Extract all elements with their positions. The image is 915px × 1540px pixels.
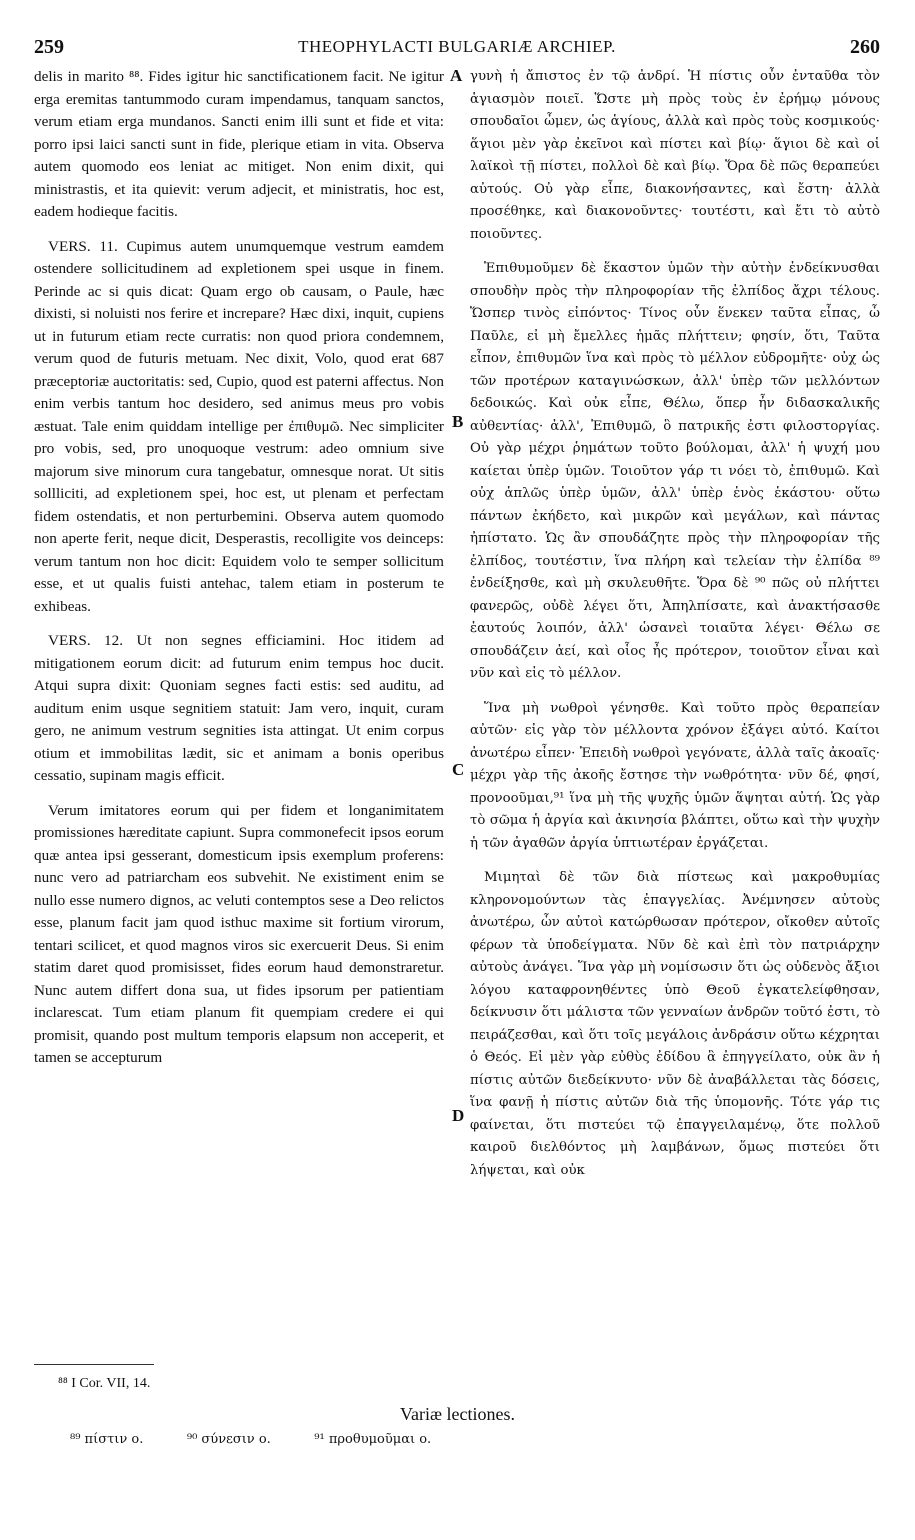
greek-paragraph-1: γυνὴ ἡ ἄπιστος ἐν τῷ ἀνδρί. Ἡ πίστις οὖν ἐνταῦθα τὸν ἁγιασμὸν ποιεῖ. Ὥστε μὴ πρὸς τοὺς ἐν ἐρήμῳ μόνους σπουδαῖοι ὦμεν, ὡς ἁγίους, ἀλλὰ καὶ πρὸς τοὺς κοσμικούς· ἅγιοι μὲν γὰρ ἐκεῖνοι καὶ πίστει καὶ βίῳ· ἅγιοι δὲ καὶ οἱ λαϊκοὶ τῇ πίστει, πολλοὶ δὲ καὶ βίῳ. Ὅρα δὲ πῶς θεραπεύει αὐτούς. Οὐ γὰρ εἶπε, διακονήσαντες, καὶ ἔστη· ἀλλὰ προσέθηκε, καὶ διακονοῦντες· τουτέστι, καὶ ἔτι τὸ αὐτὸ ποιοῦντες. <box>470 69 880 242</box>
section-marker-d: D <box>452 1106 465 1125</box>
variae-lectiones-title: Variæ lectiones. <box>400 1404 515 1424</box>
page-number-right: 260 <box>850 36 880 58</box>
greek-paragraph-3: Ἵνα μὴ νωθροὶ γένησθε. Καὶ τοῦτο πρὸς θεραπείαν αὐτῶν· εἰς γὰρ τὸν μέλλοντα χρόνον ἐξάγει αὐτό. Καίτοι ἀνωτέρω εἶπεν· Ἐπειδὴ νωθροὶ γεγόνατε, ἀλλὰ ταῖς ἀκοαῖς· μέχρι γὰρ τῆς ἀκοῆς ἔστησε τὴν νωθρότητα· νῦν δέ, φησί, προνοοῦμαι,⁹¹ ἵνα μὴ τῆς ψυχῆς ὑμῶν ἅψηται αὐτή. Ὡς γὰρ τὸ σῶμα ἡ ἀργία καὶ ἀκινησία βλάπτει, οὕτω καὶ τὴν ψυχὴν ἡ τῶν ἀγαθῶν ἀργία ὑπτιωτέραν ἐργάζεται. <box>470 700 880 851</box>
greek-paragraph-2: Ἐπιθυμοῦμεν δὲ ἕκαστον ὑμῶν τὴν αὐτὴν ἐνδείκνυσθαι σπουδὴν πρὸς τὴν πληροφορίαν τῆς ἐλπίδος ἄχρι τέλους. Ὥσπερ τινὸς εἰπόντος· Τίνος οὖν ἕνεκεν ταῦτα εἶπας, ὦ Παῦλε, εἰ μὴ ἔμελλες ἡμᾶς πλήττειν; φησίν, ὅτι, Ταῦτα εἶπον, ἐπιθυμῶν ἵνα καὶ πρὸς τὸ μέλλον εὐδρομῆτε· οὐχ ὡς τῶν προτέρων καταγινώσκων, ἀλλ' ὑπὲρ τῶν μελλόντων δεδοικώς. Καὶ οὐκ εἶπε, Θέλω, ὅπερ ἦν διδασκαλικῆς αὐθεντίας· ἀλλ', Ἐπιθυμῶ, ὃ πατρικῆς ἐστι φιλοστοργίας. Οὐ γὰρ μέχρι ῥημάτων τοῦτο βούλομαι, ἀλλ' ἡ ψυχή μου καίεται ὑπὲρ ὑμῶν. Τοιοῦτον γάρ τι νόει τὸ, ἐπιθυμῶ. Καὶ οὐχ ἁπλῶς ὑπὲρ ὑμῶν, ἀλλ' ὑπὲρ ἑνὸς ἑκάστου· οὕτω πάντων ἐκήδετο, καὶ μικρῶν καὶ μεγάλων, καὶ πάντας ἠπίστατο. Ὡς ἂν σπουδάζητε πρὸς τὴν πληροφορίαν τῆς ἐλπίδος, τουτέστιν, ἵνα πλήρη καὶ τελείαν τὴν ἐλπίδα ⁸⁹ ἐνδείξησθε, καὶ μὴ σκυλευθῆτε. Ὅρα δὲ ⁹⁰ πῶς οὐ πλήττει φανερῶς, οὐδὲ λέγει ὅτι, Ἀπηλπίσατε, καὶ ἀνακτήσασθε ἑαυτούς λοιπόν, ἀλλ' ὡσανεὶ τοιαῦτα λέγει· Θέλω σε σπουδάζειν ἀεί, καὶ οἷος ἦς πρότερον, τοιοῦτον εἶναι καὶ νῦν καὶ εἰς τὸ μέλλον. <box>470 261 880 681</box>
latin-paragraph-2: VERS. 11. Cupimus autem unumquemque vestrum eamdem ostendere sollicitudinem ad expletionem spei usque in finem. Perinde ac si quis dicat: Quam ergo ob causam, o Paule, hæc dixisti, si noluisti nos ferire et increpare? Hæc dixi, inquit, cupiens ut in futurum etiam recte curratis: non quod priora condemnem, verum quod de futuris metuam. Nec dixit, Volo, quod erat 687 præceptoriæ auctoritatis: sed, Cupio, quod est paterni affectus. Non enim verbis tantum hoc desidero, sed animus meus pro vobis æstuat. Tale enim quiddam intellige per ἐπιθυμῶ. Nec simpliciter pro vobis, sed, pro unoquoque vestrum: adeo omnium sive majorum sive minorum cura tangebatur, omnesque norat. Ut sitis sollliciti, ad expletionem spei, hoc est, ut plenam et perfectam fidem ostendatis, et non perturbemini. Observa autem quomodo non aperte ferit, neque dicit, Desperastis, recolligite vos deinceps: verum tantum non hoc dicit: Equidem volo te semper sollicitum esse, et ut qualis fuisti antehac, talem etiam in posterum te exhibeas. <box>34 237 444 615</box>
section-marker-a: A <box>450 66 463 85</box>
latin-paragraph-4: Verum imitatores eorum qui per fidem et longanimitatem promissiones hæreditate capiunt. Supra commonefecit ipsos eorum quæ antea ipsi gesserant, domesticum ipsis exemplum proferens: nunc vero ad patriarcham eos subvehit. Ne existiment enim se nullo esse numero dignos, ac veluti contemptos sese a Deo relictos esse, planum facit jam quod isthuc maxime sit fortium virorum, tentari scilicet, et quod magnos viros sic exercuerit Deus. Si enim statim daret quod promisisset, fides eorum haud demonstraretur. Nunc autem differt dona sua, ut fides ipsorum per patientiam inclarescat. Tum etiam planum fit quempiam credere ei qui promisit, quando post multum temporis elapsum non acceperit, et tamen se accepturum <box>34 801 444 1066</box>
page-header <box>34 36 880 58</box>
section-marker-b: B <box>452 412 464 431</box>
page-number-left: 259 <box>34 36 64 58</box>
footnote: ⁸⁸ I Cor. VII, 14. <box>58 1376 151 1391</box>
section-marker-c: C <box>452 760 465 779</box>
greek-column <box>470 66 880 1194</box>
variae-lectiones-notes <box>70 1432 471 1448</box>
latin-paragraph-3: VERS. 12. Ut non segnes efficiamini. Hoc itidem ad mitigationem eorum dicit: ad futurum enim tempus hoc ducit. Atqui supra dixit: Quoniam segnes facti estis: sed auditu, ad auditum enim usque segnitiem statuit: Jam vero, inquit, curam gero, ne animum vestrum segnities ista attingat. Ut enim corpus otium et immobilitas lædit, sic et animam a bonis operibus cessatio, supinam magis efficit. <box>34 632 444 784</box>
variant-note: ⁹⁰ σύνεσιν ο. <box>186 1432 271 1447</box>
greek-paragraph-4: Μιμηταὶ δὲ τῶν διὰ πίστεως καὶ μακροθυμίας κληρονομούντων τὰς ἐπαγγελίας. Ἀνέμνησεν αὐτοὺς ἀνωτέρω, ὧν αὐτοὶ κατώρθωσαν πρότερον, οἴκοθεν αὐτοῖς φέρων τὰ ὑποδείγματα. Νῦν δὲ καὶ ἐπὶ τὸν πατριάρχην αὐτοὺς ἀνάγει. Ἵνα γὰρ μὴ νομίσωσιν ὅτι ὡς οὐδενὸς ἄξιοι λόγου καταφρονηθέντες ὑπὸ Θεοῦ ἐγκατελείφθησαν, δείκνυσιν ὅτι μάλιστα τῶν γενναίων ἀνδρῶν τοῦτό ἐστι, τὸ πειράζεσθαι, καὶ ὅτι τοῖς μεγάλοις ἀνδράσιν οὕτω κέχρηται ὁ Θεός. Εἰ μὲν γὰρ εὐθὺς ἐδίδου ἃ ἐπηγγείλατο, οὐκ ἂν ἡ πίστις αὐτῶν διεδείκνυτο· νῦν δὲ ἀναβάλλεται τὰς δόσεις, ἵνα φανῇ ἡ πίστις αὐτῶν διὰ τῆς ὑπομονῆς. Τότε γάρ τις φαίνεται, ὅτι πιστεύει τῷ ἐπαγγειλαμένῳ, ὅτε πολλοῦ καιροῦ διελθόντος μὴ λαμβάνων, ὅμως πιστεύει ὅτι λήψεται, καὶ οὐκ <box>470 870 880 1178</box>
variant-note: ⁹¹ προθυμοῦμαι ο. <box>314 1432 432 1447</box>
footnote-rule <box>34 1364 154 1365</box>
variant-note: ⁸⁹ πίστιν ο. <box>70 1432 144 1447</box>
latin-paragraph-1: delis in marito ⁸⁸. Fides igitur hic sanctificationem facit. Ne igitur erga eremitas tantummodo curam impendamus, tanquam sanctos, verum etiam erga mundanos. Sancti enim illi sunt et fide et vita: porro ipsi laici sancti sunt in fide, plerique etiam in vita. Observa autem quomodo eos leniat ac mitiget. Non enim dixit, qui ministrastis, et ita quievit: verum adjecit, et ministratis, hoc est, eadem hodieque facitis. <box>34 68 444 220</box>
latin-column <box>34 66 444 1082</box>
running-title: THEOPHYLACTI BULGARIÆ ARCHIEP. <box>298 37 616 56</box>
